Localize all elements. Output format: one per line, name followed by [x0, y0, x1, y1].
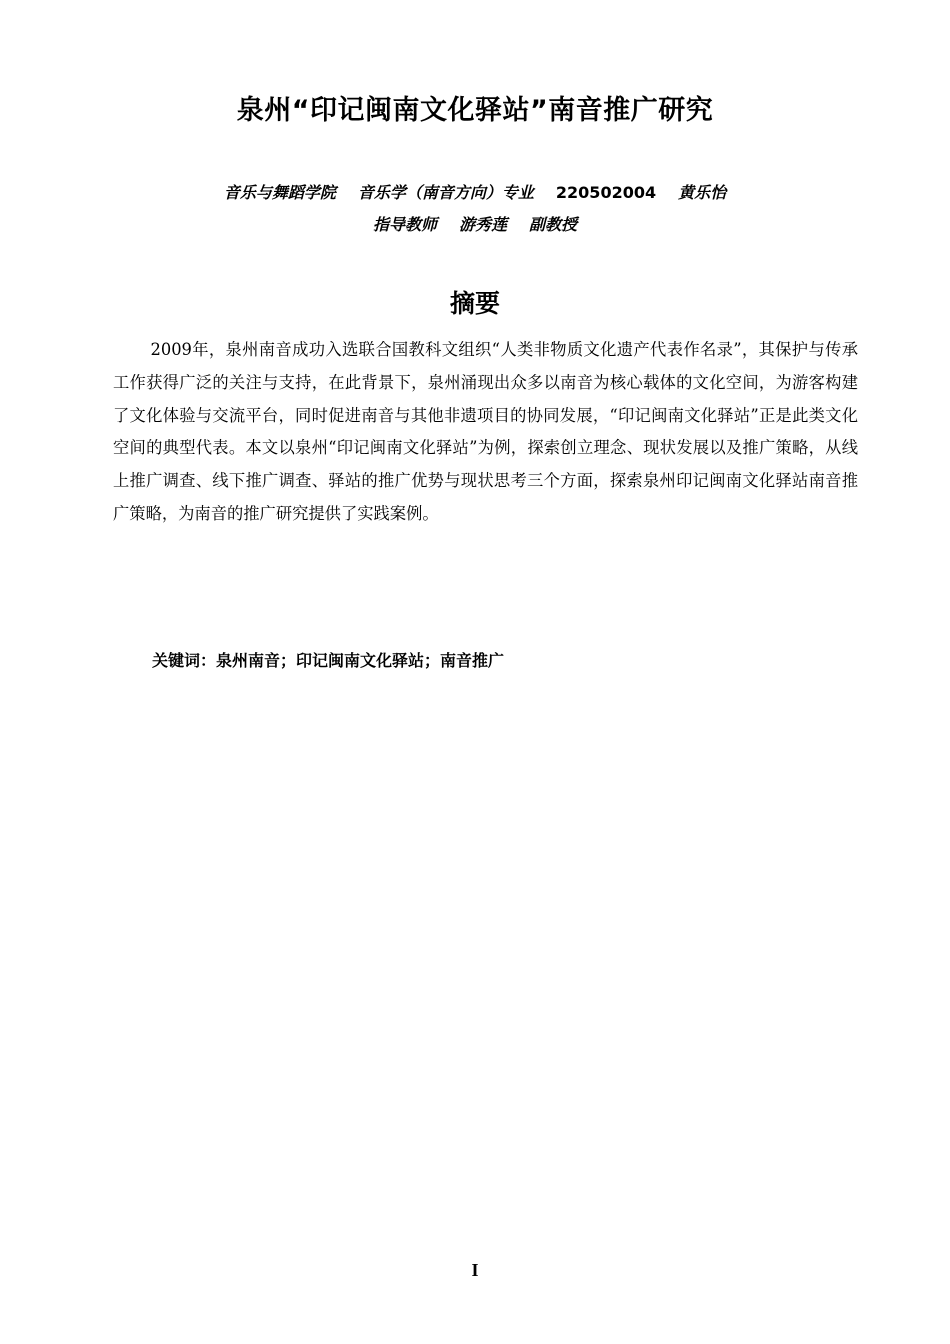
- advisor-info: [0, 212, 950, 235]
- abstract-heading: 摘要: [449, 289, 500, 318]
- paper-title: 泉州“印记闽南文化驿站”南音推广研究: [236, 95, 714, 126]
- author-student-id: 220502004: [555, 183, 657, 202]
- author-info: [0, 180, 950, 203]
- advisor-name: 游秀莲: [458, 215, 507, 234]
- keywords: 关键词：泉州南音；印记闽南文化驿站；南音推广: [152, 651, 505, 670]
- abstract-body: 2009年，泉州南音成功入选联合国教科文组织“人类非物质文化遗产代表作名录”，其保护与传承工作获得广泛的关注与支持，在此背景下，泉州涌现出众多以南音为核心载体的文化空间，为游客构建了文化体验与交流平台，同时促进南音与其他非遗项目的协同发展，“印记闽南文化驿站”正是此类文化空间的典型代表。本文以泉州“印记闽南文化驿站”为例，探索创立理念、现状发展以及推广策略，从线上推广调查、线下推广调查、驿站的推广优势与现状思考三个方面，探索泉州印记闽南文化驿站南音推广策略，为南音的推广研究提供了实践案例。: [113, 340, 858, 523]
- advisor-label: 指导教师: [372, 215, 437, 234]
- author-name: 黄乐怡: [678, 183, 727, 202]
- page-number: I: [471, 1260, 479, 1280]
- author-major: 音乐学（南音方向）专业: [357, 183, 534, 202]
- author-college: 音乐与舞蹈学院: [223, 183, 336, 202]
- advisor-rank: 副教授: [529, 215, 578, 234]
